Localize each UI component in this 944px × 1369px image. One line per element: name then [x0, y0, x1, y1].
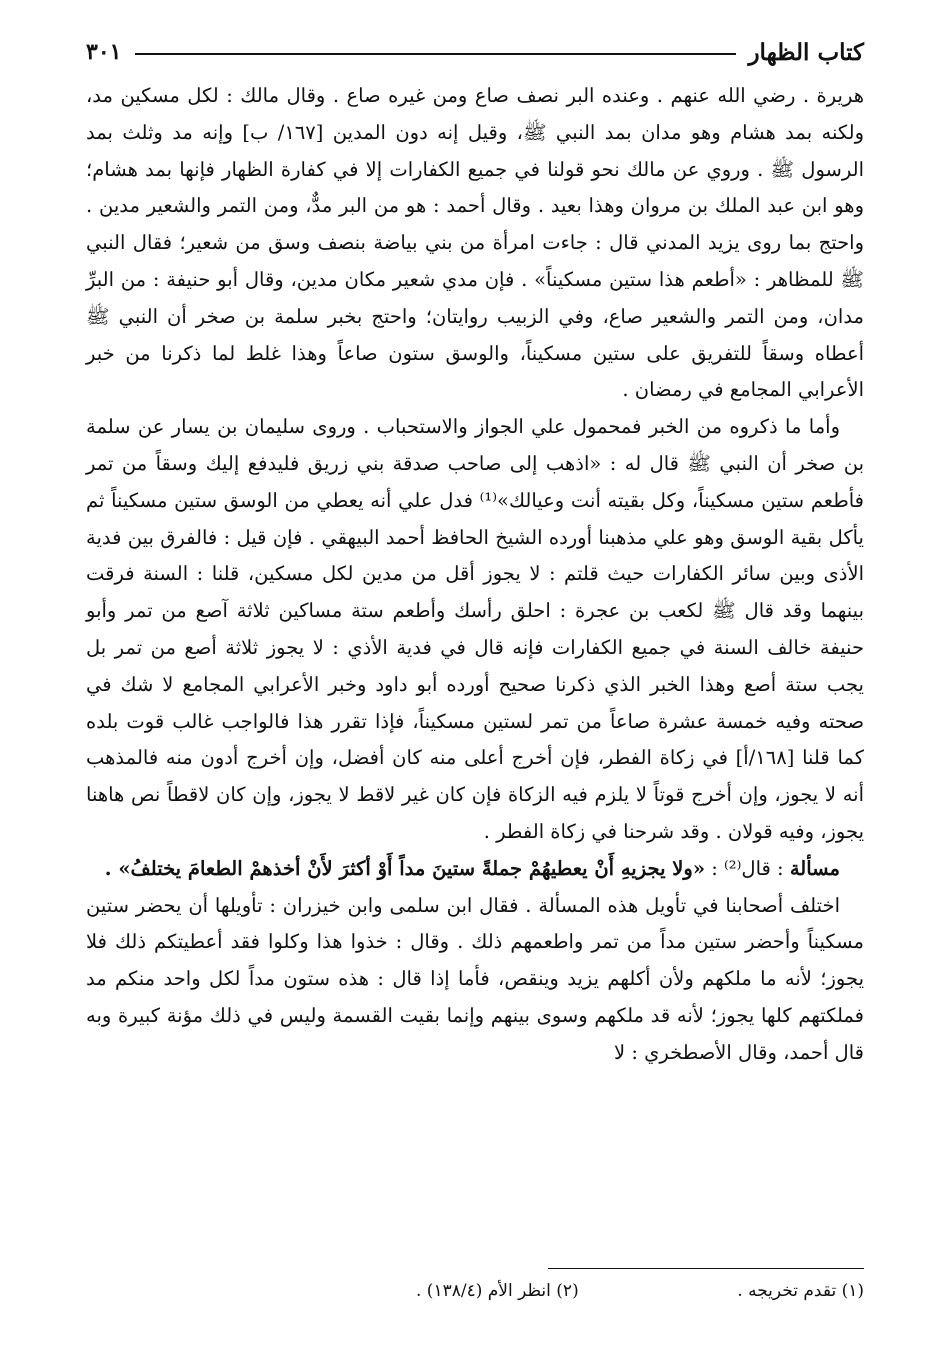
header-rule: [135, 53, 736, 55]
issue-intro: : قال⁽²⁾ :: [705, 856, 790, 880]
footnote-1: (١) تقدم تخريجه .: [737, 1281, 864, 1301]
issue-paragraph: [86, 851, 864, 888]
footnote-row: [86, 1281, 864, 1301]
issue-quote: «ولا يجزيهِ أَنْ يعطيهُمْ جملةً ستينَ مداً أَوْ أكثرَ لأَنْ أخذهمْ الطعامَ يختلفُ» .: [104, 856, 706, 880]
footnote-rule: [548, 1268, 864, 1269]
footnote-2: (٢) انظر الأم (١٣٨/٤) .: [416, 1281, 579, 1301]
running-header: [86, 30, 864, 74]
main-text: [86, 78, 864, 1072]
paragraph-1: هريرة . رضي الله عنهم . وعنده البر نصف صاع ومن غيره صاع . وقال مالك : لكل مسكين مد، ولكنه بمد هشام وهو مدان بمد النبي ﷺ، وقيل إنه دون المدين [١٦٧/ ب] وإنه مد وثلث بمد الرسول ﷺ . وروي عن مالك نحو قولنا في جميع الكفارات إلا في كفارة الظهار فإنها بمد هشام؛ وهو ابن عبد الملك بن مروان وهذا بعيد . وقال أحمد : هو من البر مدٌّ، ومن التمر والشعير مدين . واحتج بما روى يزيد المدني قال : جاءت امرأة من بني بياضة بنصف وسق من شعير؛ فقال النبي ﷺ للمظاهر : «أطعم هذا ستين مسكيناً» . فإن مدي شعير مكان مدين، وقال أبو حنيفة : من البرِّ مدان، ومن التمر والشعير صاع، وفي الزبيب روايتان؛ واحتج بخبر سلمة بن صخر أن النبي ﷺ أعطاه وسقاً للتفريق على ستين مسكيناً، والوسق ستون صاعاً وهذا غلط لما ذكرنا من خبر الأعرابي المجامع في رمضان .: [86, 84, 864, 402]
page-number: ٣٠١: [86, 39, 122, 65]
chapter-title: كتاب الظهار: [748, 38, 864, 66]
issue-label: مسألة: [789, 856, 840, 880]
paragraph-3: اختلف أصحابنا في تأويل هذه المسألة . فقال ابن سلمى وابن خيزران : تأويلها أن يحضر ستين مسكيناً وأحضر ستين مداً من تمر واطعمهم ذلك . وقال : خذوا هذا وكلوا فقد أعطيتكم ذلك فلا يجوز؛ لأنه ما ملكهم ولأن أكلهم يزيد وينقص، فأما إذا قال : هذه ستون مداً لكل واحد منكم مد فملكتهم كلها يجوز؛ لأنه قد ملكهم وسوى بينهم وإنما بقيت القسمة وليس في ذلك مؤنة كبيرة وبه قال أحمد، وقال الأصطخري : لا: [86, 893, 864, 1064]
footnotes: [86, 1268, 864, 1301]
paragraph-2: وأما ما ذكروه من الخبر فمحمول علي الجواز والاستحباب . وروى سليمان بن يسار عن سلمة بن صخر أن النبي ﷺ قال له : «اذهب إلى صاحب صدقة بني زريق فليدفع إليك وسقاً من تمر فأطعم ستين مسكيناً، وكل بقيته أنت وعيالك»⁽¹⁾ فدل علي أنه يعطي من الوسق ستين مسكيناً ثم يأكل بقية الوسق وهو علي مذهبنا أورده الشيخ الحافظ أحمد البيهقي . فإن قيل : فالفرق بين فدية الأذى وبين سائر الكفارات حيث قلتم : لا يجوز أقل من مدين لكل مسكين، قلنا : السنة فرقت بينهما وقد قال ﷺ لكعب بن عجرة : احلق رأسك وأطعم ستة مساكين ثلاثة آصع من تمر وأبو حنيفة خالف السنة في جميع الكفارات فإنه قال في فدية الأذي : لا يجوز ثلاثة أصع من تمر بل يجب ستة أصع وهذا الخبر الذي ذكرنا صحيح أورده أبو داود وخبر الأعرابي المجامع لا شك في صحته وفيه خمسة عشرة صاعاً من تمر لستين مسكيناً، فإذا تقرر هذا فالواجب غالب قوت بلده كما قلنا [١٦٨/أ] في زكاة الفطر، فإن أخرج أعلى منه كان أفضل، وإن أخرج أدون منه فالمذهب أنه لا يجوز، وإن أخرج قوتاً لا يلزم فيه الزكاة فإن كان غير لاقط لا يجوز، وإن كان لاقطاً نص هاهنا يجوز، وفيه قولان . وقد شرحنا في زكاة الفطر .: [86, 415, 865, 843]
